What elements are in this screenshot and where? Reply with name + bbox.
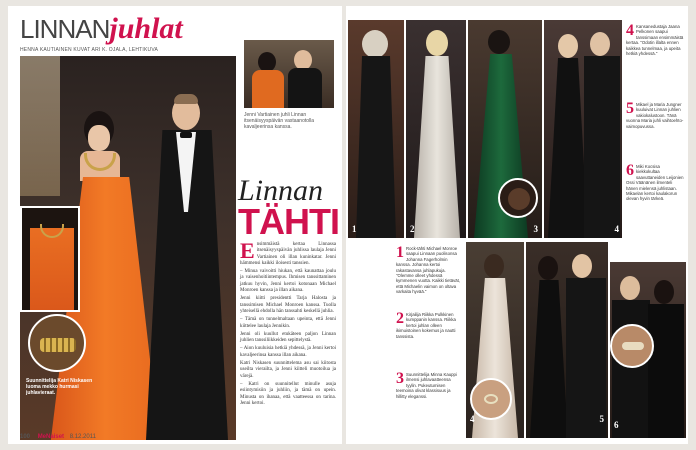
caption-5-text: Mikael ja Maria Jungner kuuluivat Linnan juhlien vakiokalustoon. Tänä vuonna Maria juhli vaihtoehto-vaimopuvussa.: [626, 102, 684, 129]
caption-3-number: 3: [396, 370, 404, 387]
photo-number-6: 6: [614, 420, 619, 430]
photo-number-5: 5: [599, 414, 604, 424]
caption-1-text: Rock-tähti Michael Monroe saapui Linnaan puolisonsa Johanna Fagerholmin kanssa. Johanna kertoi rakastavansa juhlapukuja. "Olemme olleet yhdessä kymmenen vuotta. Kaikki tietävät, että Michaelin vaimon on oltava varkaita hyvää.": [396, 246, 461, 295]
caption-1: [396, 246, 462, 295]
photo-2: [406, 20, 466, 238]
body-paragraph-1: – Minua vaivoitti hiukan, että kaunattaa joulu ja vaisenhoitiintempus. Ihmisen tanssittaminen jatkuu hyvin, Jenni kertoi kotonaan Michael Monroen kanssa ja illan aikana.: [240, 269, 336, 294]
bracelet-detail-photo: [28, 314, 86, 372]
page-number: 100: [20, 434, 31, 440]
page-footer: [20, 434, 96, 440]
ring-detail-photo: [470, 378, 512, 420]
caption-5: [626, 102, 684, 129]
caption-3-text: Suunnittelija Minna Kauppi ilmensi juhlavaatteensa tyylin. Pukeutumisen teemoina olivat klassisuus ja hillitty eleganssi.: [396, 372, 457, 399]
lede: nsimmäistä kertaa Linnassa itsenäisyyspäivän juhlissa laulaja Jenni Vartiainen oli illan kuninkatar. Jenni hämmensi kaikki iloisesti tanssien.: [240, 242, 336, 266]
article-body: [240, 238, 336, 407]
caption-4: [626, 24, 684, 56]
right-page: [346, 6, 688, 444]
photo-1: [348, 20, 404, 238]
photo-4: [544, 20, 622, 238]
photo-number-1: 1: [352, 224, 357, 234]
photo-number-4-top: 4: [614, 224, 619, 234]
couple-inset-photo: [244, 40, 334, 108]
body-paragraph-2: Jenni kiitti presidentti Tarja Halosta ja tanssimisen Michael Monroen kanssa. Tuolla yhteisellä ehdolla hän tanssahti keskellä juhlia.: [240, 296, 336, 314]
header-linnan: LINNAN: [20, 14, 110, 44]
body-paragraph-6: Katri Niskasen suunnittelema asu sai kiitosta useilta vierailta, ja Jenni kiitteli muotoilua ja värejä.: [240, 361, 336, 379]
article-title-tahti: TÄHTI: [238, 201, 339, 242]
caption-3: [396, 372, 462, 399]
caption-5-number: 5: [626, 100, 634, 117]
body-paragraph-5: – Aion kuuluisia hetkiä yhdessä, ja Jenni kertoi kavaljeerinsa kanssa illan aikana.: [240, 346, 336, 358]
main-photo-caption: Jenni Vartiainen juhli Linnan itsenäisyyspäivän vastaanotolla kavaljeerinsa kanssa.: [244, 112, 315, 130]
dress-caption: Suunnittelija Katri Niskasen luoma mekko hurmasi juhlavieraat.: [26, 378, 93, 396]
dress-detail-photo: [20, 206, 80, 312]
photo-number-3: 3: [533, 224, 538, 234]
drop-cap: E: [240, 238, 255, 263]
photo-number-2: 2: [410, 224, 415, 234]
photo-credits: HENNA KAUTIAINEN KUVAT ARI K. OJALA, LEHTIKUVA: [20, 47, 159, 53]
caption-2: [396, 312, 462, 339]
article-title-linnan: Linnan: [238, 174, 324, 207]
section-header: [20, 12, 183, 46]
body-paragraph-3: – Tämä on tunnelmaltaan upeinta, että Jenni kiittelee laulaja Jennikin.: [240, 317, 336, 329]
body-paragraph-4: Jenni oli kuullut etukäteen paljon Linnan juhlien tanssiliikkeiden sepittelystä.: [240, 331, 336, 344]
left-page: [8, 6, 342, 444]
caption-2-number: 2: [396, 310, 404, 327]
hair-detail-photo: [498, 178, 538, 218]
man-figure: [138, 96, 234, 440]
magazine-name: MeNaiset: [37, 434, 65, 440]
caption-2-text: Kirjailija Riikka Pulkkinen kumppanin kanssa. Riikka kertoi juhlan olleen ikimuistoinen kokemus ja nautti tanssista.: [396, 312, 456, 339]
photo-number-4-bottom: 4: [470, 414, 475, 424]
caption-1-number: 1: [396, 244, 404, 261]
header-juhlat: juhlat: [109, 12, 183, 45]
body-paragraph-7: – Katri on suunnitellut minulle asuja esiintymisiin ja juhliin, ja tämä on upein. Minusta on ihanaa, että vaatteessa on tarina. Jenni kertoi.: [240, 381, 336, 406]
caption-6-number: 6: [626, 162, 634, 179]
caption-6-text: Miki Kocsisa kiekkokultaa saavuttaneiden Leijonien Ossi Väänänen ilmenteli hänen mielensä juhlistaan. Mikaelan kertoi kaulakorun olevan hyvin tärkeä.: [626, 164, 684, 202]
hand-detail-photo: [610, 324, 654, 368]
photo-6: [526, 242, 608, 438]
issue-date: 8.12.2011: [69, 434, 96, 440]
caption-4-number: 4: [626, 22, 634, 39]
caption-6: [626, 164, 684, 202]
caption-4-text: Kansanedustaja Jaana Pelkonen saapui tanssimaan ensimmäistä kertaa. "Odotin illalta ennen kaikkea tunnelmaa, ja upeita hetkiä yhdessä.": [626, 24, 684, 57]
